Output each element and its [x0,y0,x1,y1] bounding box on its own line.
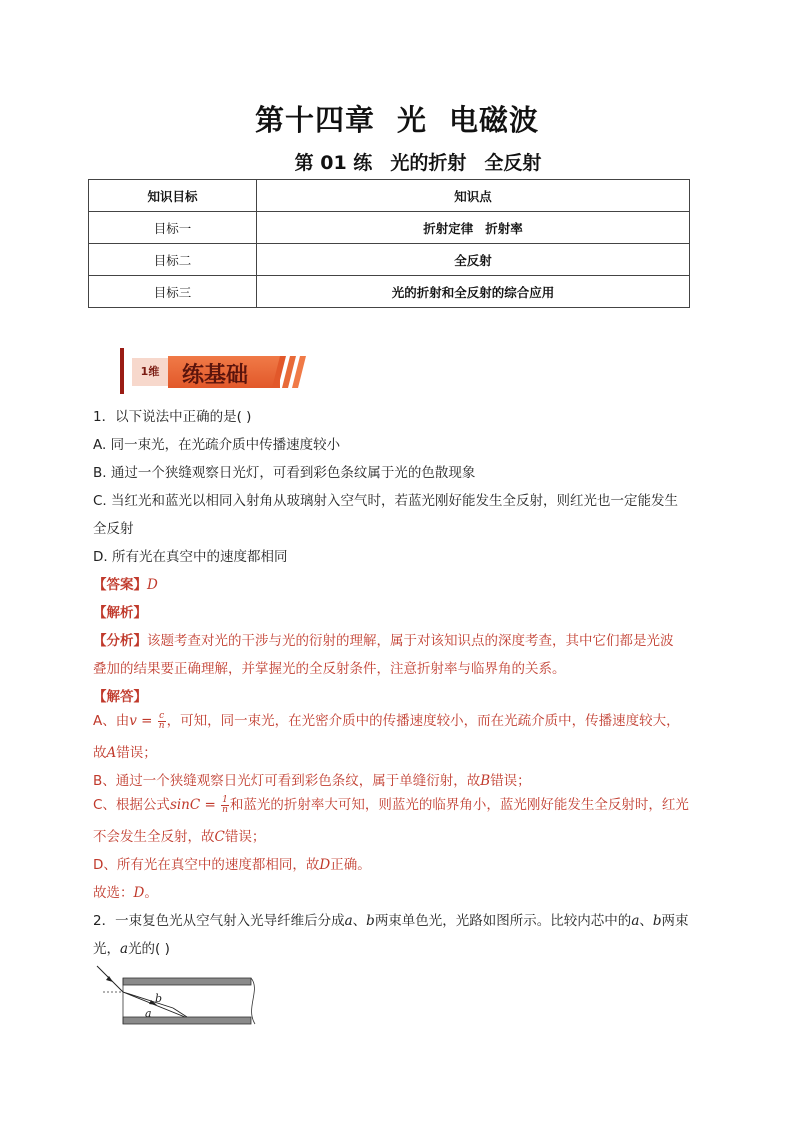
point-cell: 光的折射和全反射的综合应用 [257,276,690,308]
formula-fraction [221,796,229,815]
header-cell-point: 知识点 [257,180,690,212]
q1-solution-d [93,853,371,873]
q2-text: 光， [93,941,120,957]
beam-a: a [120,941,129,957]
option-letter: C [214,829,225,845]
fraction-num: 1 [222,794,228,805]
q1-solution-b [93,769,531,789]
q2-text: 2．一束复色光从空气射入光导纤维后分成 [93,913,345,929]
chapter-title [0,98,794,139]
solution-text: 故 [93,745,107,761]
q1-solution-a [93,709,680,731]
q1-solution-c [93,793,689,815]
q1-fenxi-cont: 叠加的结果要正确理解，并掌握光的全反射条件，注意折射率与临界角的关系。 [93,661,566,677]
beam-b: b [366,913,375,929]
answer-tag: 【答案】 [93,577,147,593]
option-letter: A [106,745,117,761]
q1-option-c: C. 当红光和蓝光以相同入射角从玻璃射入空气时，若蓝光刚好能发生全反射，则红光也一定能发生 [93,493,679,509]
q2-text: 光的( ) [128,941,170,957]
point-cell [257,212,690,244]
answer-letter: D [147,577,158,593]
solution-text: 错误； [224,829,266,845]
beam-a: a [344,913,353,929]
fenxi-tag: 【分析】 [93,633,147,649]
q2-stem [93,909,689,929]
q1-choose [93,881,158,901]
formula-eq: = [136,713,157,729]
solution-text: B、通过一个狭缝观察日光灯可看到彩色条纹，属于单缝衍射，故 [93,773,481,789]
q2-stem-cont [93,937,170,957]
banner-stripes-icon [272,356,312,388]
solution-text: 故选： [93,885,134,901]
table-row [89,276,690,308]
fenxi-text: 该题考查对光的干涉与光的衍射的理解，属于对该知识点的深度考查，其中它们都是光波 [147,633,674,649]
banner-label: 练基础 [182,363,249,388]
solution-text: 错误； [490,773,531,789]
q1-answer [93,573,158,593]
banner-badge: 1维 [132,358,168,386]
fraction-den: n [158,720,165,731]
goal-cell: 目标二 [89,244,257,276]
label-a: a [145,1007,152,1020]
solution-text: A、由 [93,713,130,729]
section-banner [120,348,312,394]
option-letter: D [319,857,331,873]
point-text: 折射定律 [423,220,474,236]
title-part-3: 电磁波 [449,103,540,137]
fraction-den: n [222,804,228,815]
subtitle-part-1: 第 01 练 [294,152,373,174]
formula-sin: sinC [169,797,201,813]
solution-text: 正确。 [330,857,371,873]
q1-option-b: B. 通过一个狭缝观察日光灯，可看到彩色条纹属于光的色散现象 [93,465,476,481]
q2-text: 两束单色光，光路如图所示。比较内芯中的 [374,913,632,929]
solution-text: 错误； [116,745,157,761]
table-row [89,244,690,276]
goal-cell: 目标一 [89,212,257,244]
lesson-subtitle [0,148,794,175]
q2-text: 两束 [661,913,689,929]
formula-v: v [129,713,137,729]
beam-b: b [652,913,662,929]
q2-text: 、 [352,913,367,929]
title-part-1: 第十四章 [254,103,375,137]
q1-stem: 1．以下说法中正确的是( ) [93,409,252,425]
subtitle-part-2: 光的折射 [390,152,467,174]
q2-text: 、 [639,913,653,929]
q1-option-a: A. 同一束光，在光疏介质中传播速度较小 [93,437,341,453]
goal-cell: 目标三 [89,276,257,308]
option-letter: D [133,885,145,901]
q1-option-c-cont: 全反射 [93,521,134,537]
solution-text: D、所有光在真空中的速度都相同，故 [93,857,320,873]
header-cell-goal: 知识目标 [89,180,257,212]
point-text: 折射率 [485,220,523,236]
title-part-2: 光 [396,103,427,137]
option-letter: B [480,773,491,789]
q1-fenxi [93,629,674,649]
formula-eq: = [200,797,221,813]
solution-text: 。 [144,885,158,901]
q1-option-d: D. 所有光在真空中的速度都相同 [93,549,288,565]
solution-text: 和蓝光的折射率大可知，则蓝光的临界角小，蓝光刚好能发生全反射时，红光 [229,797,689,813]
q1-analysis-tag: 【解析】 [93,605,147,621]
label-b: b [155,992,163,1005]
solution-text: ，可知，同一束光，在光密介质中的传播速度较小，而在光疏介质中，传播速度较大， [166,713,680,729]
subtitle-part-3: 全反射 [484,152,542,174]
q1-solution-c-cont [93,825,265,845]
goal-table-header [89,180,690,212]
banner-band [168,356,280,388]
table-row [89,212,690,244]
banner-bar [120,348,124,394]
solution-text: 不会发生全反射，故 [93,829,215,845]
goal-table [88,179,690,308]
optical-fiber-diagram [95,960,265,1032]
beam-a: a [631,913,640,929]
q1-jieda-tag: 【解答】 [93,689,147,705]
fraction-num: c [159,710,165,721]
solution-text: C、根据公式 [93,797,170,813]
formula-fraction [158,712,166,731]
point-cell: 全反射 [257,244,690,276]
q1-solution-a-cont [93,741,157,761]
